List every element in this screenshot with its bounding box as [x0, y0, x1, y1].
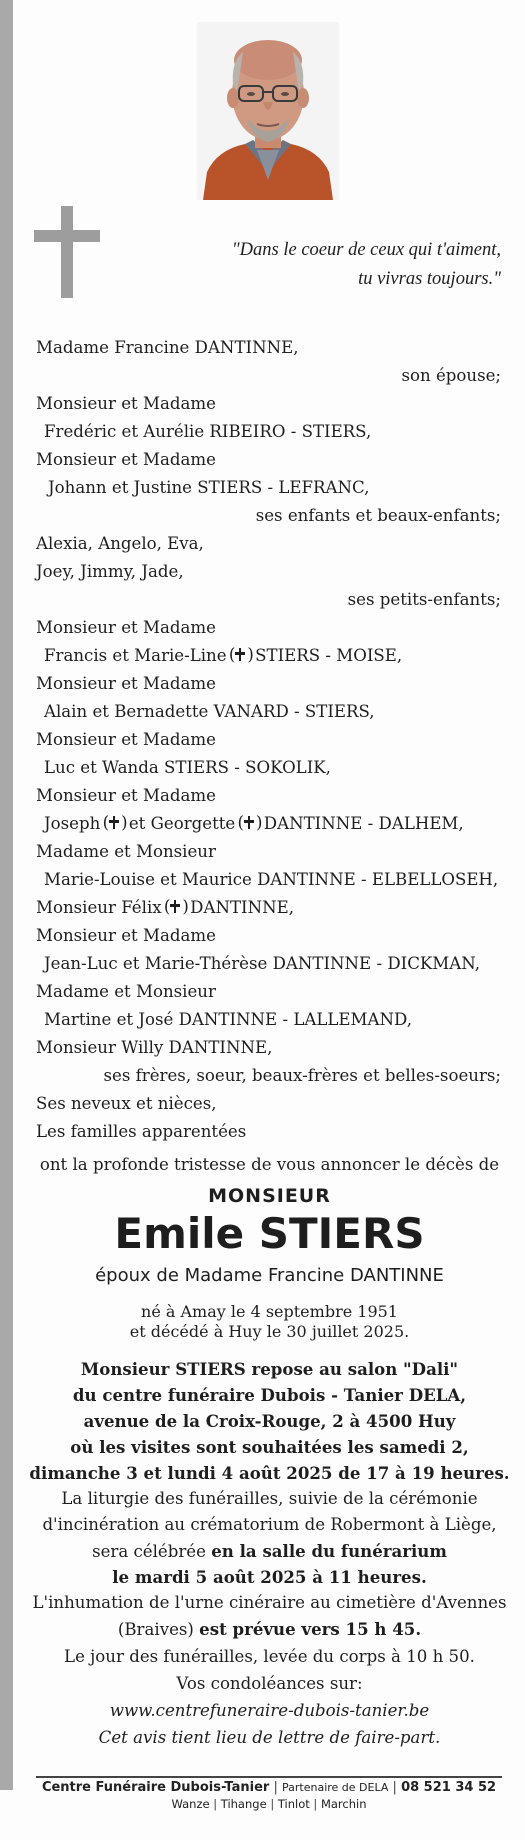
family-names-part: DANTINNE - DALHEM, [263, 814, 464, 833]
family-names-part: STIERS - MOISE, [255, 646, 403, 665]
repose-line: avenue de la Croix-Rouge, 2 à 4500 Huy [83, 1411, 456, 1431]
deceased-title: MONSIEUR [208, 1185, 331, 1207]
family-line: Ses neveux et nièces, [36, 1094, 217, 1113]
liturgy-part-bold: en la salle du funérarium [211, 1541, 447, 1561]
family-line: Monsieur et Madame [36, 394, 216, 413]
family-line: Monsieur et Madame [36, 674, 216, 693]
repose-line: dimanche 3 et lundi 4 août 2025 de 17 à 19 heures. [29, 1463, 510, 1483]
family-line [36, 898, 501, 918]
deceased-cross-icon [107, 814, 123, 832]
family-names: Marie-Louise et Maurice DANTINNE - ELBELLOSEH, [44, 870, 499, 889]
family-line: Les familles apparentées [36, 1122, 247, 1141]
family-line: Joey, Jimmy, Jade, [36, 562, 184, 581]
liturgy-line: d'incinération au crématorium de Robermont à Liège, [42, 1515, 497, 1534]
family-names [44, 646, 501, 666]
deceased-cross-icon [168, 898, 184, 916]
portrait-photo [197, 22, 339, 200]
partner-label: Partenaire de DELA [282, 1781, 389, 1794]
family-names-part: DANTINNE, [190, 898, 295, 917]
family-names-part: Joseph [44, 814, 101, 833]
family-names: Jean-Luc et Marie-Thérèse DANTINNE - DICKMAN, [44, 954, 480, 973]
left-border [0, 0, 13, 1790]
deceased-cross-icon [233, 646, 249, 664]
town: Wanze [171, 1797, 210, 1811]
family-names: Fredéric et Aurélie RIBEIRO - STIERS, [44, 422, 372, 441]
family-names: Johann et Justine STIERS - LEFRANC, [48, 478, 370, 497]
family-relation: ses petits-enfants; [347, 590, 501, 609]
footer-company-line: Centre Funéraire Dubois-Tanier | Partenaire de DELA | 08 521 34 52 [41, 1780, 497, 1795]
family-line: Madame Francine DANTINNE, [36, 338, 299, 357]
family-line: Madame et Monsieur [36, 842, 216, 861]
faire-part-note: Cet avis tient lieu de lettre de faire-part. [98, 1728, 441, 1747]
quote-line-2: tu vivras toujours." [358, 269, 501, 289]
family-relation: son épouse; [401, 366, 501, 385]
family-line: Monsieur et Madame [36, 926, 216, 945]
family-line: Monsieur et Madame [36, 618, 216, 637]
phone-number[interactable]: 08 521 34 52 [401, 1780, 497, 1795]
levee-line: Le jour des funérailles, levée du corps à 10 h 50. [64, 1647, 475, 1666]
liturgy-part: sera célébrée [92, 1542, 206, 1561]
footer-towns: Wanze | Tihange | Tinlot | Marchin [171, 1797, 367, 1811]
family-relation: ses enfants et beaux-enfants; [255, 506, 501, 525]
family-line: Monsieur et Madame [36, 786, 216, 805]
repose-line: où les visites sont souhaitées les samedi 2, [70, 1437, 469, 1457]
family-line: Monsieur et Madame [36, 730, 216, 749]
birth-line: né à Amay le 4 septembre 1951 [141, 1302, 398, 1321]
memorial-quote [150, 236, 501, 294]
family-names-part: Monsieur Félix [36, 898, 162, 917]
cross-icon [34, 206, 100, 298]
spouse-line: époux de Madame Francine DANTINNE [95, 1265, 444, 1286]
family-line: Monsieur Willy DANTINNE, [36, 1038, 273, 1057]
repose-line: Monsieur STIERS repose au salon "Dali" [80, 1359, 459, 1379]
burial-line [14, 1619, 525, 1640]
announcement: ont la profonde tristesse de vous annoncer le décès de [39, 1155, 500, 1174]
burial-part-bold: est prévue vers 15 h 45. [199, 1619, 422, 1639]
family-names-part: Francis et Marie-Line [44, 646, 227, 665]
condolences-label: Vos condoléances sur: [176, 1674, 363, 1693]
family-names: Alain et Bernadette VANARD - STIERS, [44, 702, 375, 721]
burial-line: L'inhumation de l'urne cinéraire au cimetière d'Avennes [32, 1593, 507, 1612]
liturgy-line [14, 1541, 525, 1562]
family-line: Madame et Monsieur [36, 982, 216, 1001]
family-names: Luc et Wanda STIERS - SOKOLIK, [44, 758, 331, 777]
liturgy-date: le mardi 5 août 2025 à 11 heures. [112, 1567, 427, 1587]
family-names [44, 814, 501, 834]
family-names: Martine et José DANTINNE - LALLEMAND, [44, 1010, 412, 1029]
family-relation: ses frères, soeur, beaux-frères et belles-soeurs; [103, 1066, 501, 1085]
footer-divider [36, 1776, 502, 1778]
deceased-cross-icon [242, 814, 258, 832]
town: Tihange [220, 1797, 267, 1811]
deceased-name: Emile STIERS [114, 1209, 425, 1258]
burial-part: (Braives) [117, 1620, 194, 1639]
condolences-link[interactable]: www.centrefuneraire-dubois-tanier.be [109, 1701, 430, 1720]
company-name: Centre Funéraire Dubois-Tanier [41, 1780, 270, 1795]
family-line: Alexia, Angelo, Eva, [36, 534, 204, 553]
liturgy-line: La liturgie des funérailles, suivie de la cérémonie [61, 1489, 478, 1508]
quote-line-1: "Dans le coeur de ceux qui t'aiment, [231, 240, 501, 260]
town: Tinlot [277, 1797, 310, 1811]
town: Marchin [320, 1797, 367, 1811]
repose-line: du centre funéraire Dubois - Tanier DELA, [72, 1385, 467, 1405]
death-line: et décédé à Huy le 30 juillet 2025. [129, 1322, 410, 1341]
family-names-part: et Georgette [128, 814, 236, 833]
family-line: Monsieur et Madame [36, 450, 216, 469]
